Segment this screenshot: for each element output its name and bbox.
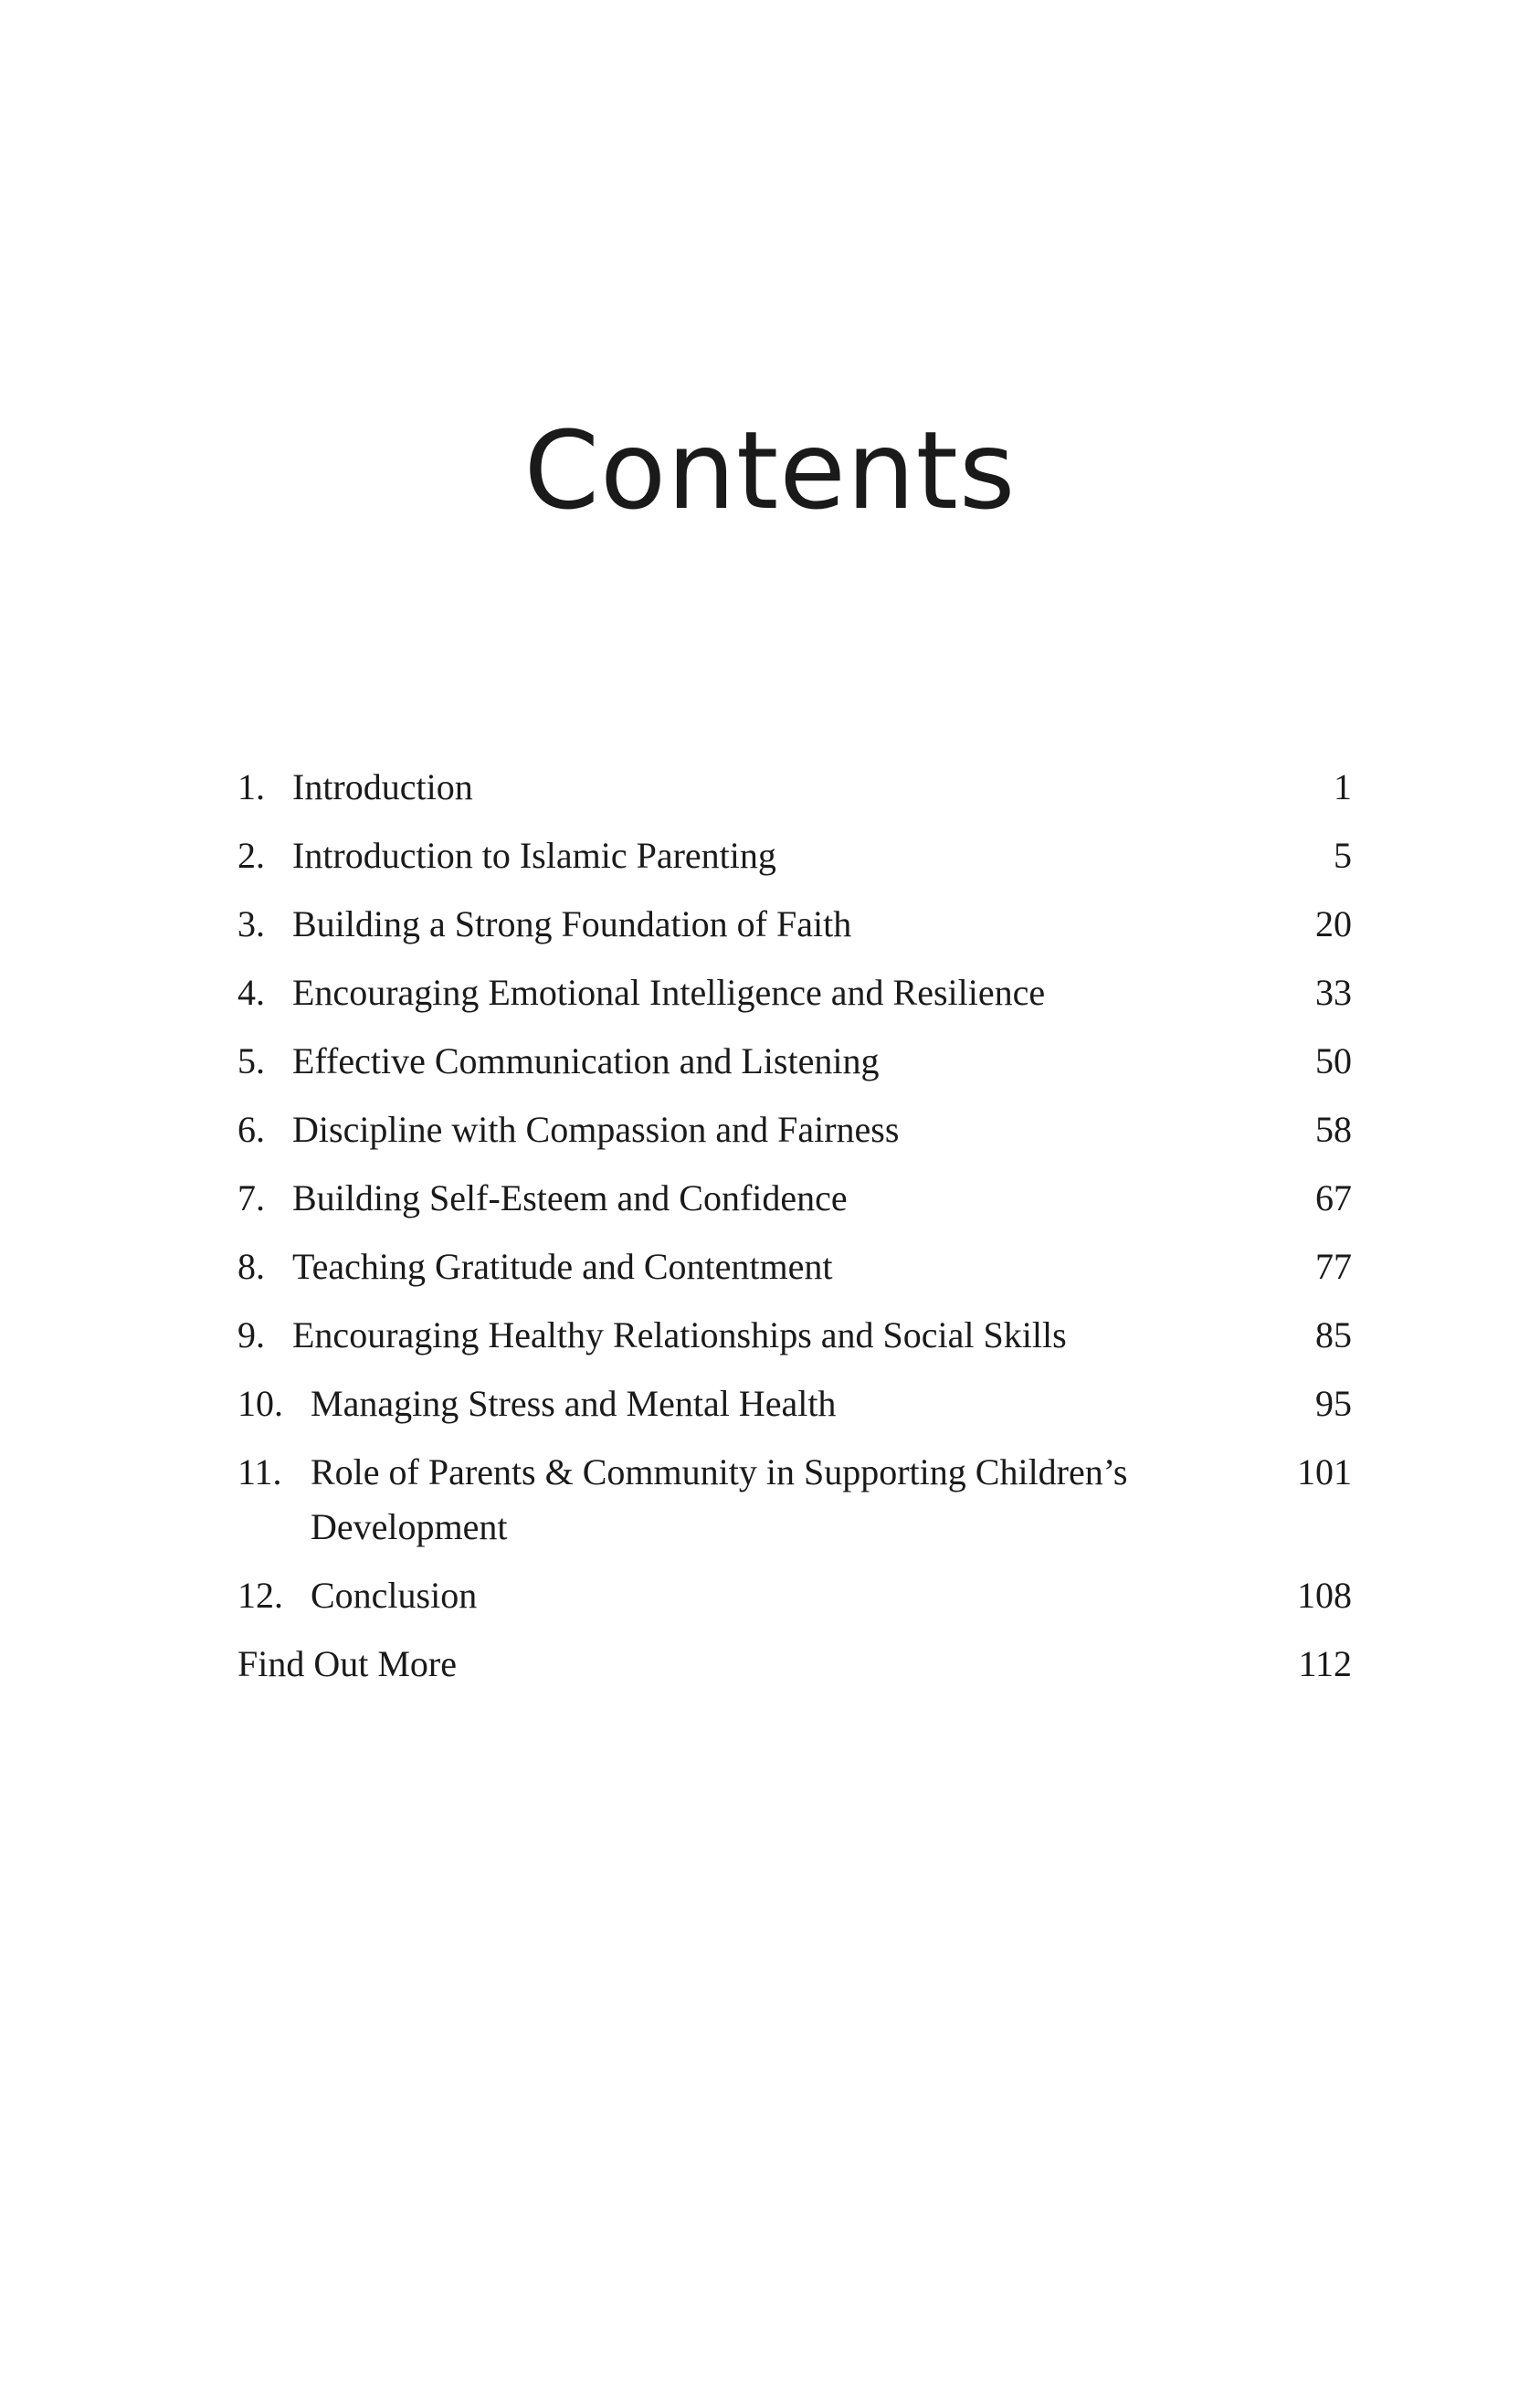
toc-entry-page: 5 [1334, 835, 1352, 876]
toc-entry-title: Discipline with Compassion and Fairness [292, 1109, 900, 1150]
toc-entry-title: Conclusion [311, 1575, 478, 1616]
toc-entry[interactable] [237, 1445, 1352, 1568]
toc-entry[interactable] [237, 1034, 1352, 1102]
toc-entry-page: 20 [1315, 903, 1352, 944]
toc-entry-number: 6. [237, 1109, 265, 1150]
toc-entry[interactable] [237, 1171, 1352, 1239]
toc-entry[interactable] [237, 1376, 1352, 1445]
toc-entry-number: 9. [237, 1314, 265, 1355]
toc-entry-number: 7. [237, 1177, 265, 1218]
table-of-contents [237, 760, 1352, 1705]
toc-entry[interactable] [237, 965, 1352, 1034]
toc-entry-number: 5. [237, 1040, 265, 1081]
page-title: Contents [523, 407, 1017, 533]
toc-entry-number: 3. [237, 903, 265, 944]
toc-entry-title: Managing Stress and Mental Health [311, 1383, 837, 1424]
toc-entry-page: 77 [1315, 1246, 1352, 1287]
toc-entry-title: Effective Communication and Listening [292, 1040, 880, 1081]
toc-entry-number: 4. [237, 972, 265, 1013]
toc-entry-page: 95 [1315, 1383, 1352, 1424]
toc-entry-number: 2. [237, 835, 265, 876]
toc-entry[interactable] [237, 897, 1352, 965]
toc-entry-page: 33 [1315, 972, 1352, 1013]
toc-entry[interactable] [237, 760, 1352, 828]
toc-entry-page: 1 [1334, 766, 1352, 807]
toc-entry-title: Introduction to Islamic Parenting [292, 835, 776, 876]
toc-entry-page: 108 [1297, 1575, 1352, 1616]
toc-entry-number: 12. [237, 1575, 283, 1616]
toc-entry-title: Encouraging Emotional Intelligence and Resilience [292, 972, 1046, 1013]
toc-entry[interactable] [237, 828, 1352, 897]
toc-entry-number: 1. [237, 766, 265, 807]
toc-entry-number: 11. [237, 1451, 282, 1492]
toc-entry-title: Role of Parents & Community in Supporting Children’s Development [311, 1451, 1128, 1547]
toc-entry-page: 50 [1315, 1040, 1352, 1081]
toc-entry[interactable] [237, 1568, 1352, 1637]
toc-entry-page: 67 [1315, 1177, 1352, 1218]
toc-entry-title: Building a Strong Foundation of Faith [292, 903, 852, 944]
toc-entry-page: 112 [1298, 1643, 1352, 1684]
toc-entry-page: 101 [1297, 1451, 1352, 1492]
toc-entry[interactable] [237, 1239, 1352, 1308]
toc-entry-title: Introduction [292, 766, 473, 807]
toc-entry-page: 58 [1315, 1109, 1352, 1150]
toc-entry[interactable] [237, 1102, 1352, 1171]
toc-entry-title: Encouraging Healthy Relationships and Social Skills [292, 1314, 1067, 1355]
toc-entry-title: Teaching Gratitude and Contentment [292, 1246, 833, 1287]
toc-entry-title: Building Self-Esteem and Confidence [292, 1177, 848, 1218]
toc-entry[interactable] [237, 1308, 1352, 1376]
toc-entry-number: 10. [237, 1383, 283, 1424]
toc-entry-number: 8. [237, 1246, 265, 1287]
toc-entry-title: Find Out More [237, 1643, 457, 1684]
toc-entry[interactable] [237, 1637, 1352, 1705]
toc-entry-page: 85 [1315, 1314, 1352, 1355]
